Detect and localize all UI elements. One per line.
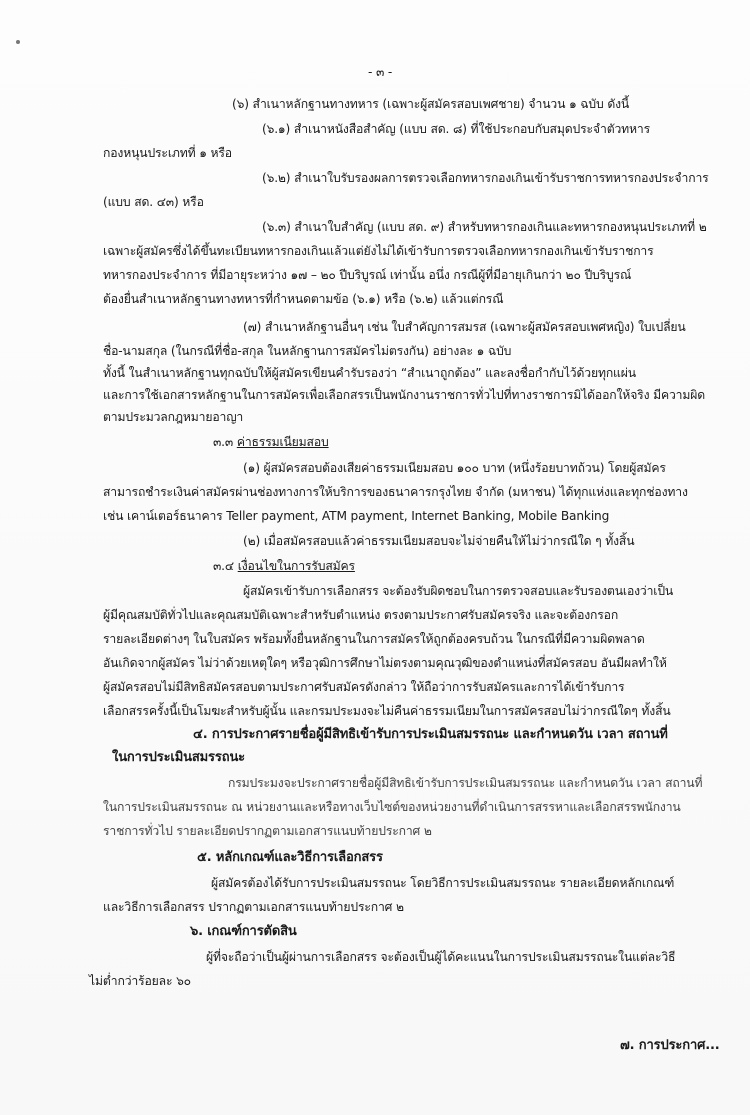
section-4-heading: ๔. การประกาศรายชื่อผู้มีสิทธิเข้ารับการประเมินสมรรถนะ และกำหนดวัน เวลา สถานที่ — [193, 727, 668, 742]
section-3-4-heading — [213, 558, 355, 574]
section-4-line-1: กรมประมงจะประกาศรายชื่อผู้มีสิทธิเข้ารับการประเมินสมรรถนะ และกำหนดวัน เวลา สถานที่ — [228, 776, 703, 790]
section-3-3-title: ค่าธรรมเนียมสอบ — [236, 435, 329, 449]
footer-continuation: ๗. การประกาศ... — [620, 1038, 720, 1053]
note-line-3: ตามประมวลกฎหมายอาญา — [103, 410, 244, 424]
section-6-line-2: ไม่ต่ำกว่าร้อยละ ๖๐ — [89, 974, 191, 988]
item-7: (๗) สำเนาหลักฐานอื่นๆ เช่น ใบสำคัญการสมรส (เฉพาะผู้สมัครสอบเพศหญิง) ใบเปลี่ยน — [243, 320, 686, 334]
fee-item-1: (๑) ผู้สมัครสอบต้องเสียค่าธรรมเนียมสอบ ๑๐๐ บาท (หนึ่งร้อยบาทถ้วน) โดยผู้สมัคร — [243, 461, 666, 475]
condition-line-6: เลือกสรรครั้งนี้เป็นโมฆะสำหรับผู้นั้น และกรมประมงจะไม่คืนค่าธรรมเนียมในการสมัครสอบไม่ว่ากรณีใดๆ ทั้งสิ้น — [103, 704, 671, 718]
condition-line-5: ผู้สมัครสอบไม่มีสิทธิสมัครสอบตามประกาศรับสมัครดังกล่าว ให้ถือว่าการรับสมัครและการได้เข้ารับการ — [103, 680, 625, 694]
fee-item-1-cont-1: สามารถชำระเงินค่าสมัครผ่านช่องทางการให้บริการของธนาคารกรุงไทย จำกัด (มหาชน) ได้ทุกแห่งและทุกช่องทาง — [103, 485, 688, 499]
section-5-line-1: ผู้สมัครต้องได้รับการประเมินสมรรถนะ โดยวิธีการประเมินสมรรถนะ รายละเอียดหลักเกณฑ์ — [211, 876, 675, 890]
condition-line-4: อันเกิดจากผู้สมัคร ไม่ว่าด้วยเหตุใดๆ หรือวุฒิการศึกษาไม่ตรงตามคุณวุฒิของตำแหน่งที่สมัครสอบ อันมีผลทำให้ — [103, 656, 667, 670]
section-4-line-3: ราชการทั่วไป รายละเอียดปรากฏตามเอกสารแนบท้ายประกาศ ๒ — [103, 824, 432, 838]
item-6-2-cont: (แบบ สด. ๔๓) หรือ — [103, 195, 204, 209]
item-6-3-cont-3: ต้องยื่นสำเนาหลักฐานทางทหารที่กำหนดตามข้อ (๖.๑) หรือ (๖.๒) แล้วแต่กรณี — [103, 292, 504, 306]
scan-dot — [16, 40, 20, 44]
item-6-3-cont-2: ทหารกองประจำการ ที่มีอายุระหว่าง ๑๗ – ๒๐ ปีบริบูรณ์ เท่านั้น อนึ่ง กรณีผู้ที่มีอายุเกินกว่า ๒๐ ปีบริบูรณ์ — [103, 268, 632, 282]
section-3-4-number: ๓.๔ — [213, 559, 238, 573]
section-5-heading: ๕. หลักเกณฑ์และวิธีการเลือกสรร — [197, 850, 383, 865]
item-6-3-cont-1: เฉพาะผู้สมัครซึ่งได้ขึ้นทะเบียนทหารกองเกินแล้วแต่ยังไม่ได้เข้ารับการตรวจเลือกทหารกองเกินเข้ารับราชการ — [103, 244, 654, 258]
section-3-3-heading — [213, 434, 329, 450]
section-6-heading: ๖. เกณฑ์การตัดสิน — [190, 924, 297, 939]
item-6-2: (๖.๒) สำเนาใบรับรองผลการตรวจเลือกทหารกองเกินเข้ารับราชการทหารกองประจำการ — [262, 171, 709, 185]
condition-line-3: รายละเอียดต่างๆ ในใบสมัคร พร้อมทั้งยื่นหลักฐานในการสมัครให้ถูกต้องครบถ้วน ในกรณีที่มีความผิดพลาด — [103, 632, 645, 646]
item-6-1: (๖.๑) สำเนาหนังสือสำคัญ (แบบ สด. ๘) ที่ใช้ประกอบกับสมุดประจำตัวทหาร — [262, 122, 651, 136]
section-6-line-1: ผู้ที่จะถือว่าเป็นผู้ผ่านการเลือกสรร จะต้องเป็นผู้ได้คะแนนในการประเมินสมรรถนะในแต่ละวิธี — [206, 950, 676, 964]
note-line-1: ทั้งนี้ ในสำเนาหลักฐานทุกฉบับให้ผู้สมัครเขียนคำรับรองว่า “สำเนาถูกต้อง” และลงชื่อกำกับไว้ด้วยทุกแผ่น — [103, 366, 636, 380]
item-6: (๖) สำเนาหลักฐานทางทหาร (เฉพาะผู้สมัครสอบเพศชาย) จำนวน ๑ ฉบับ ดังนี้ — [232, 97, 630, 111]
item-6-1-cont: กองหนุนประเภทที่ ๑ หรือ — [103, 146, 232, 160]
fee-item-1-cont-2: เช่น เคาน์เตอร์ธนาคาร Teller payment, ATM payment, Internet Banking, Mobile Banking — [103, 509, 610, 523]
section-4-heading-cont: ในการประเมินสมรรถนะ — [112, 750, 246, 765]
fee-item-2: (๒) เมื่อสมัครสอบแล้วค่าธรรมเนียมสอบจะไม่จ่ายคืนให้ไม่ว่ากรณีใด ๆ ทั้งสิ้น — [243, 534, 635, 548]
condition-line-1: ผู้สมัครเข้ารับการเลือกสรร จะต้องรับผิดชอบในการตรวจสอบและรับรองตนเองว่าเป็น — [243, 584, 674, 598]
item-7-cont: ชื่อ-นามสกุล (ในกรณีที่ชื่อ-สกุล ในหลักฐานการสมัครไม่ตรงกัน) อย่างละ ๑ ฉบับ — [103, 344, 512, 358]
section-3-3-number: ๓.๓ — [213, 435, 237, 449]
section-3-4-title: เงื่อนไขในการรับสมัคร — [237, 559, 355, 573]
page-number: - ๓ - — [368, 65, 393, 79]
condition-line-2: ผู้มีคุณสมบัติทั่วไปและคุณสมบัติเฉพาะสำหรับตำแหน่ง ตรงตามประกาศรับสมัครจริง และจะต้องกรอก — [103, 608, 619, 622]
item-6-3: (๖.๓) สำเนาใบสำคัญ (แบบ สด. ๙) สำหรับทหารกองเกินและทหารกองหนุนประเภทที่ ๒ — [262, 220, 707, 234]
section-4-line-2: ในการประเมินสมรรถนะ ณ หน่วยงานและหรือทางเว็บไซต์ของหน่วยงานที่ดำเนินการสรรหาและเลือกสรรพนักงาน — [103, 800, 681, 814]
section-5-line-2: และวิธีการเลือกสรร ปรากฏตามเอกสารแนบท้ายประกาศ ๒ — [103, 900, 404, 914]
note-line-2: และการใช้เอกสารหลักฐานในการสมัครเพื่อเลือกสรรเป็นพนักงานราชการทั่วไปที่ทางราชการมิได้ออกให้จริง มีความผิด — [103, 388, 706, 402]
